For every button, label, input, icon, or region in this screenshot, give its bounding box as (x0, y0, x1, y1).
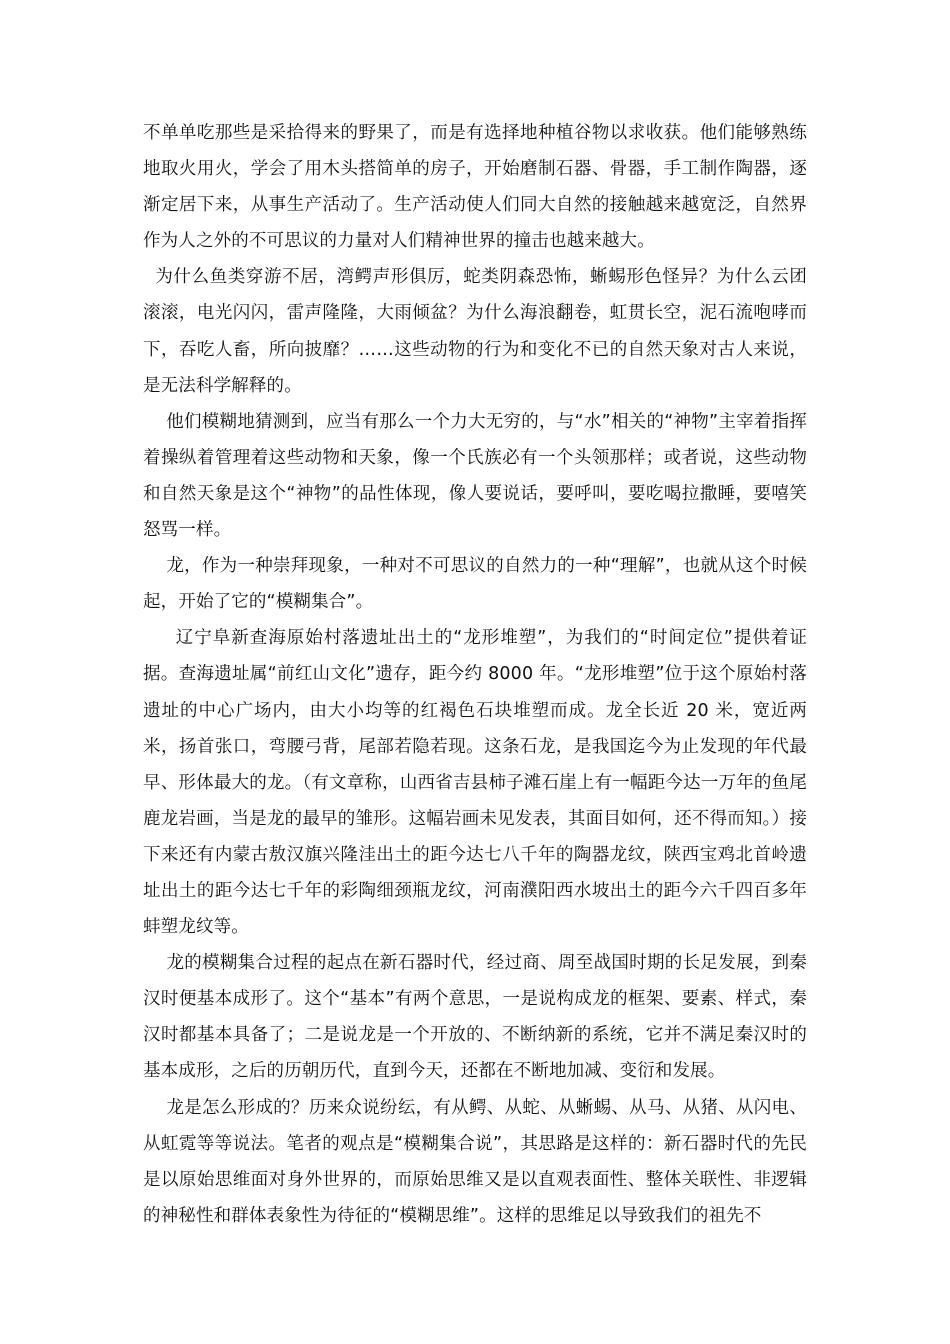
paragraph-indent (143, 267, 155, 287)
paragraph (143, 620, 807, 945)
paragraph-indent (143, 953, 166, 973)
paragraph (143, 945, 807, 1089)
paragraph-text: 龙是怎么形成的？历来众说纷纭，有从鳄、从蛇、从蜥蜴、从马、从猪、从闪电、从虹霓等等说法。笔者的观点是“模糊集合说”，其思路是这样的：新石器时代的先民是以原始思维面对身外世界的，而原始思维又是以直观表面性、整体关联性、非逻辑的神秘性和群体表象性为待征的“模糊思维”。这样的思维足以导致我们的祖先不 (143, 1097, 807, 1226)
paragraph-indent (143, 628, 176, 648)
paragraph-text: 为什么鱼类穿游不居，湾鳄声形俱厉，蛇类阴森恐怖，蜥蜴形色怪异？为什么云团滚滚，电光闪闪，雷声隆隆，大雨倾盆？为什么海浪翻卷，虹贯长空，泥石流咆哮而下，吞吃人畜，所向披靡？……这些动物的行为和变化不已的自然天象对古人来说，是无法科学解释的。 (143, 267, 807, 396)
paragraph-indent (143, 412, 166, 432)
paragraph-text: 不单单吃那些是采拾得来的野果了，而是有选择地种植谷物以求收获。他们能够熟练地取火用火，学会了用木头搭简单的房子，开始磨制石器、骨器，手工制作陶器，逐渐定居下来，从事生产活动了。生产活动使人们同大自然的接触越来越宽泛，自然界作为人之外的不可思议的力量对人们精神世界的撞击也越来越大。 (143, 123, 807, 252)
paragraph (143, 1090, 807, 1234)
paragraph-indent (143, 1098, 166, 1118)
paragraph-text: 他们模糊地猜测到，应当有那么一个力大无穷的，与“水”相关的“神物”主宰着指挥着操纵着管理着这些动物和天象，像一个氏族必有一个头领那样；或者说，这些动物和自然天象是这个“神物”的品性体现，像人要说话，要呼叫，要吃喝拉撒睡，要嘻笑怒骂一样。 (143, 411, 807, 541)
paragraph (143, 259, 807, 403)
paragraph-text: 龙，作为一种崇拜现象，一种对不可思议的自然力的一种“理解”，也就从这个时候起，开始了它的“模糊集合”。 (143, 556, 807, 613)
article-body (143, 115, 807, 1234)
paragraph (143, 548, 807, 620)
paragraph (143, 115, 807, 259)
paragraph-indent (143, 556, 166, 576)
paragraph-text: 龙的模糊集合过程的起点在新石器时代，经过商、周至战国时期的长足发展，到秦汉时便基本成形了。这个“基本”有两个意思，一是说构成龙的框架、要素、样式，秦汉时都基本具备了；二是说龙是一个开放的、不断纳新的系统，它并不满足秦汉时的基本成形，之后的历朝历代，直到今天，还都在不断地加减、变衍和发展。 (143, 953, 807, 1082)
paragraph (143, 404, 807, 548)
paragraph-text: 辽宁阜新查海原始村落遗址出土的“龙形堆塑”，为我们的“时间定位”提供着证据。查海遗址属“前红山文化”遗存，距今约 8000 年。“龙形堆塑”位于这个原始村落遗址的中心广场内，由大小均等的红褐色石块堆塑而成。龙全长近 20 米，宽近两米，扬首张口，弯腰弓背，尾部若隐若现。这条石龙，是我国迄今为止发现的年代最早、形体最大的龙。（有文章称，山西省吉县柿子滩石崖上有一幅距今达一万年的鱼尾鹿龙岩画，当是龙的最早的雏形。这幅岩画未见发表，其面目如何，还不得而知。）接下来还有内蒙古敖汉旗兴隆洼出土的距今达七八千年的陶器龙纹，陕西宝鸡北首岭遗址出土的距今达七千年的彩陶细颈瓶龙纹，河南濮阳西水坡出土的距今六千四百多年蚌塑龙纹等。 (143, 628, 807, 938)
